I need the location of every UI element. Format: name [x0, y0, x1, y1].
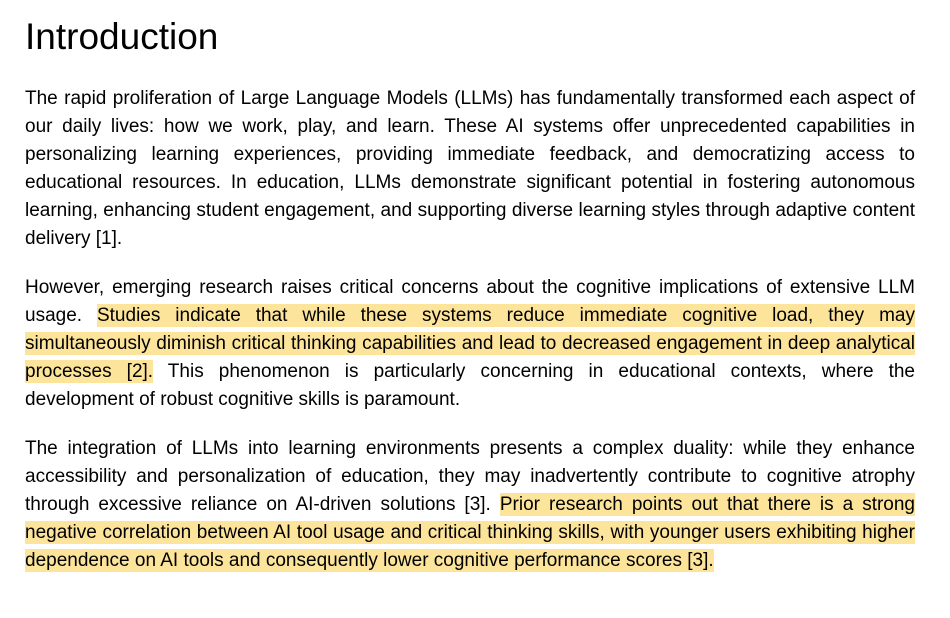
paragraph-text: The rapid proliferation of Large Language Models (LLMs) has fundamentally transformed each aspect of our daily lives: how we work, play, and learn. These AI systems offer unprecedented capabilities in personalizing learning experiences, providing immediate feedback, and democratizing access to educational resources. In education, LLMs demonstrate significant potential in fostering autonomous learning, enhancing student engagement, and supporting diverse learning styles through adaptive content delivery [1]. [25, 88, 915, 249]
paragraph-text: The integration of LLMs into learning environments presents a complex duality: while they enhance accessibility and personalization of education, they may inadvertently contribute to cognitive atrophy through excessive reliance on AI-driven solutions [3]. [25, 438, 915, 515]
paragraph-text: This phenomenon is particularly concerning in educational contexts, where the development of robust cognitive skills is paramount. [25, 361, 915, 410]
paragraph-3 [25, 435, 915, 575]
section-heading: Introduction [25, 16, 219, 57]
paragraph-1 [25, 85, 915, 253]
paragraph-text: However, emerging research raises critical concerns about the cognitive implications of extensive LLM usage. [25, 277, 915, 326]
paragraph-2 [25, 274, 915, 414]
highlighted-text[interactable]: Prior research points out that there is a strong negative correlation between AI tool usage and critical thinking skills, with younger users exhibiting higher dependence on AI tools and consequently lower cognitive performance scores [3]. [25, 494, 916, 571]
highlighted-text[interactable]: Studies indicate that while these systems reduce immediate cognitive load, they may simultaneously diminish critical thinking capabilities and lead to decreased engagement in deep analytical processes [2]. [25, 305, 915, 382]
